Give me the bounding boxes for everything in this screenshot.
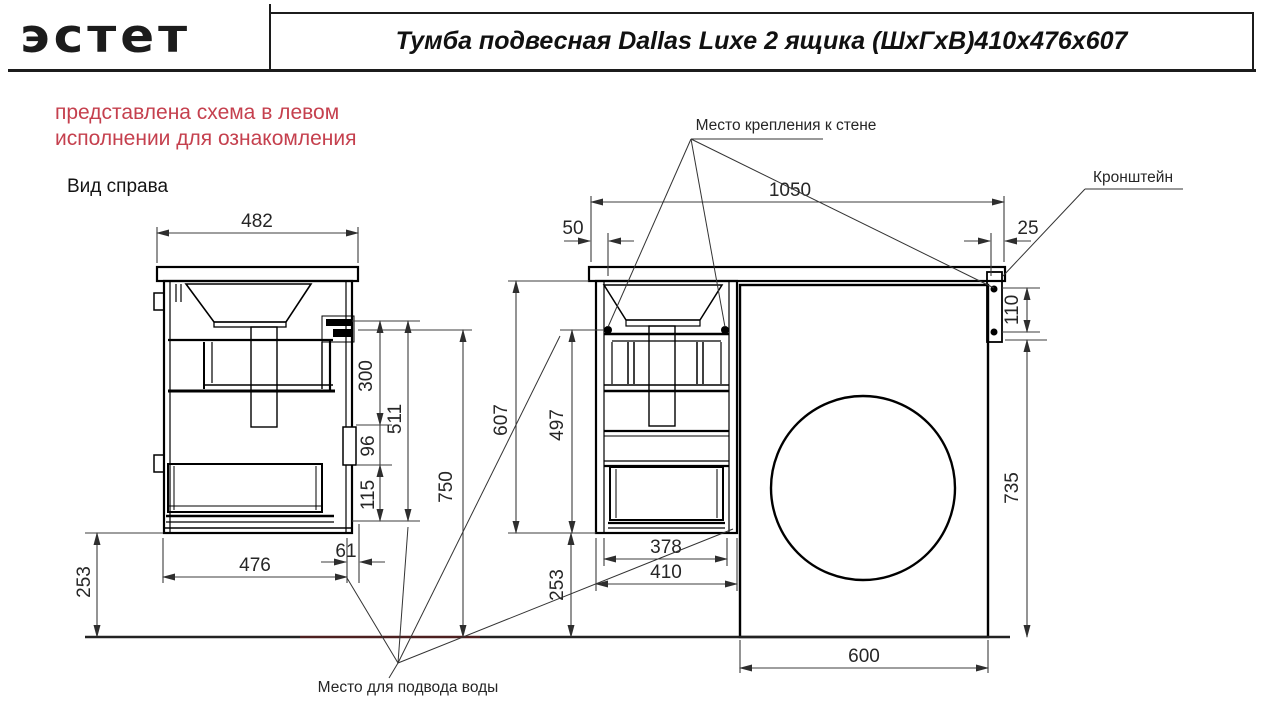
drawer-box-side — [168, 464, 322, 512]
wall-mount-point-right — [721, 326, 729, 334]
cabinet-body-front — [596, 281, 737, 533]
dim-253-left: 253 — [74, 566, 95, 598]
drain-pipe-side — [251, 327, 277, 427]
drawer-box-front — [610, 467, 723, 520]
countertop-front — [589, 267, 1005, 281]
dim-607: 607 — [491, 404, 512, 436]
callout-wall-mount — [608, 117, 994, 327]
view-label: Вид справа — [67, 176, 169, 197]
drawer-front-edge-bottom — [154, 455, 164, 472]
dim-600: 600 — [848, 646, 880, 667]
dim-750: 750 — [436, 471, 457, 503]
dim-25: 25 — [1017, 218, 1039, 239]
dim-1050: 1050 — [768, 180, 812, 201]
washing-machine-door — [771, 396, 955, 580]
basin-front — [604, 285, 722, 320]
front-view-dimensions — [491, 180, 1047, 673]
dim-410: 410 — [650, 562, 682, 583]
countertop-side — [157, 267, 358, 281]
drawer-front-edge-top — [154, 293, 164, 310]
cabinet-body-side — [164, 281, 352, 533]
water-supply-label: Место для подвода воды — [317, 679, 499, 696]
bracket-screw-bottom — [991, 329, 998, 336]
dim-497: 497 — [547, 409, 568, 441]
basin-side — [186, 284, 311, 322]
dim-96: 96 — [358, 435, 379, 457]
dim-482: 482 — [241, 211, 273, 232]
dim-735: 735 — [1002, 472, 1023, 504]
dim-61: 61 — [335, 541, 357, 562]
dim-476: 476 — [239, 555, 271, 576]
wall-mount-label: Место крепления к стене — [695, 117, 877, 134]
red-note-line1: представлена схема в левом — [55, 101, 340, 124]
drawing-title: Тумба подвесная Dallas Luxe 2 ящика (ШхГхВ)410х476х607 — [395, 26, 1128, 55]
dim-378: 378 — [650, 537, 682, 558]
bracket-label: Кронштейн — [1092, 169, 1174, 186]
brand-logo: эстет — [20, 8, 192, 64]
dim-300: 300 — [356, 360, 377, 392]
back-panel-cutout — [343, 427, 356, 465]
dim-50: 50 — [562, 218, 584, 239]
dim-115: 115 — [358, 479, 379, 511]
side-view-dimensions — [74, 211, 472, 637]
dim-511: 511 — [385, 403, 406, 435]
dim-253-right: 253 — [547, 569, 568, 601]
wall-mount-point-left — [604, 326, 612, 334]
dim-110: 110 — [1002, 294, 1023, 326]
side-view-cabinet — [154, 267, 358, 533]
red-note-line2: исполнении для ознакомления — [55, 127, 357, 150]
